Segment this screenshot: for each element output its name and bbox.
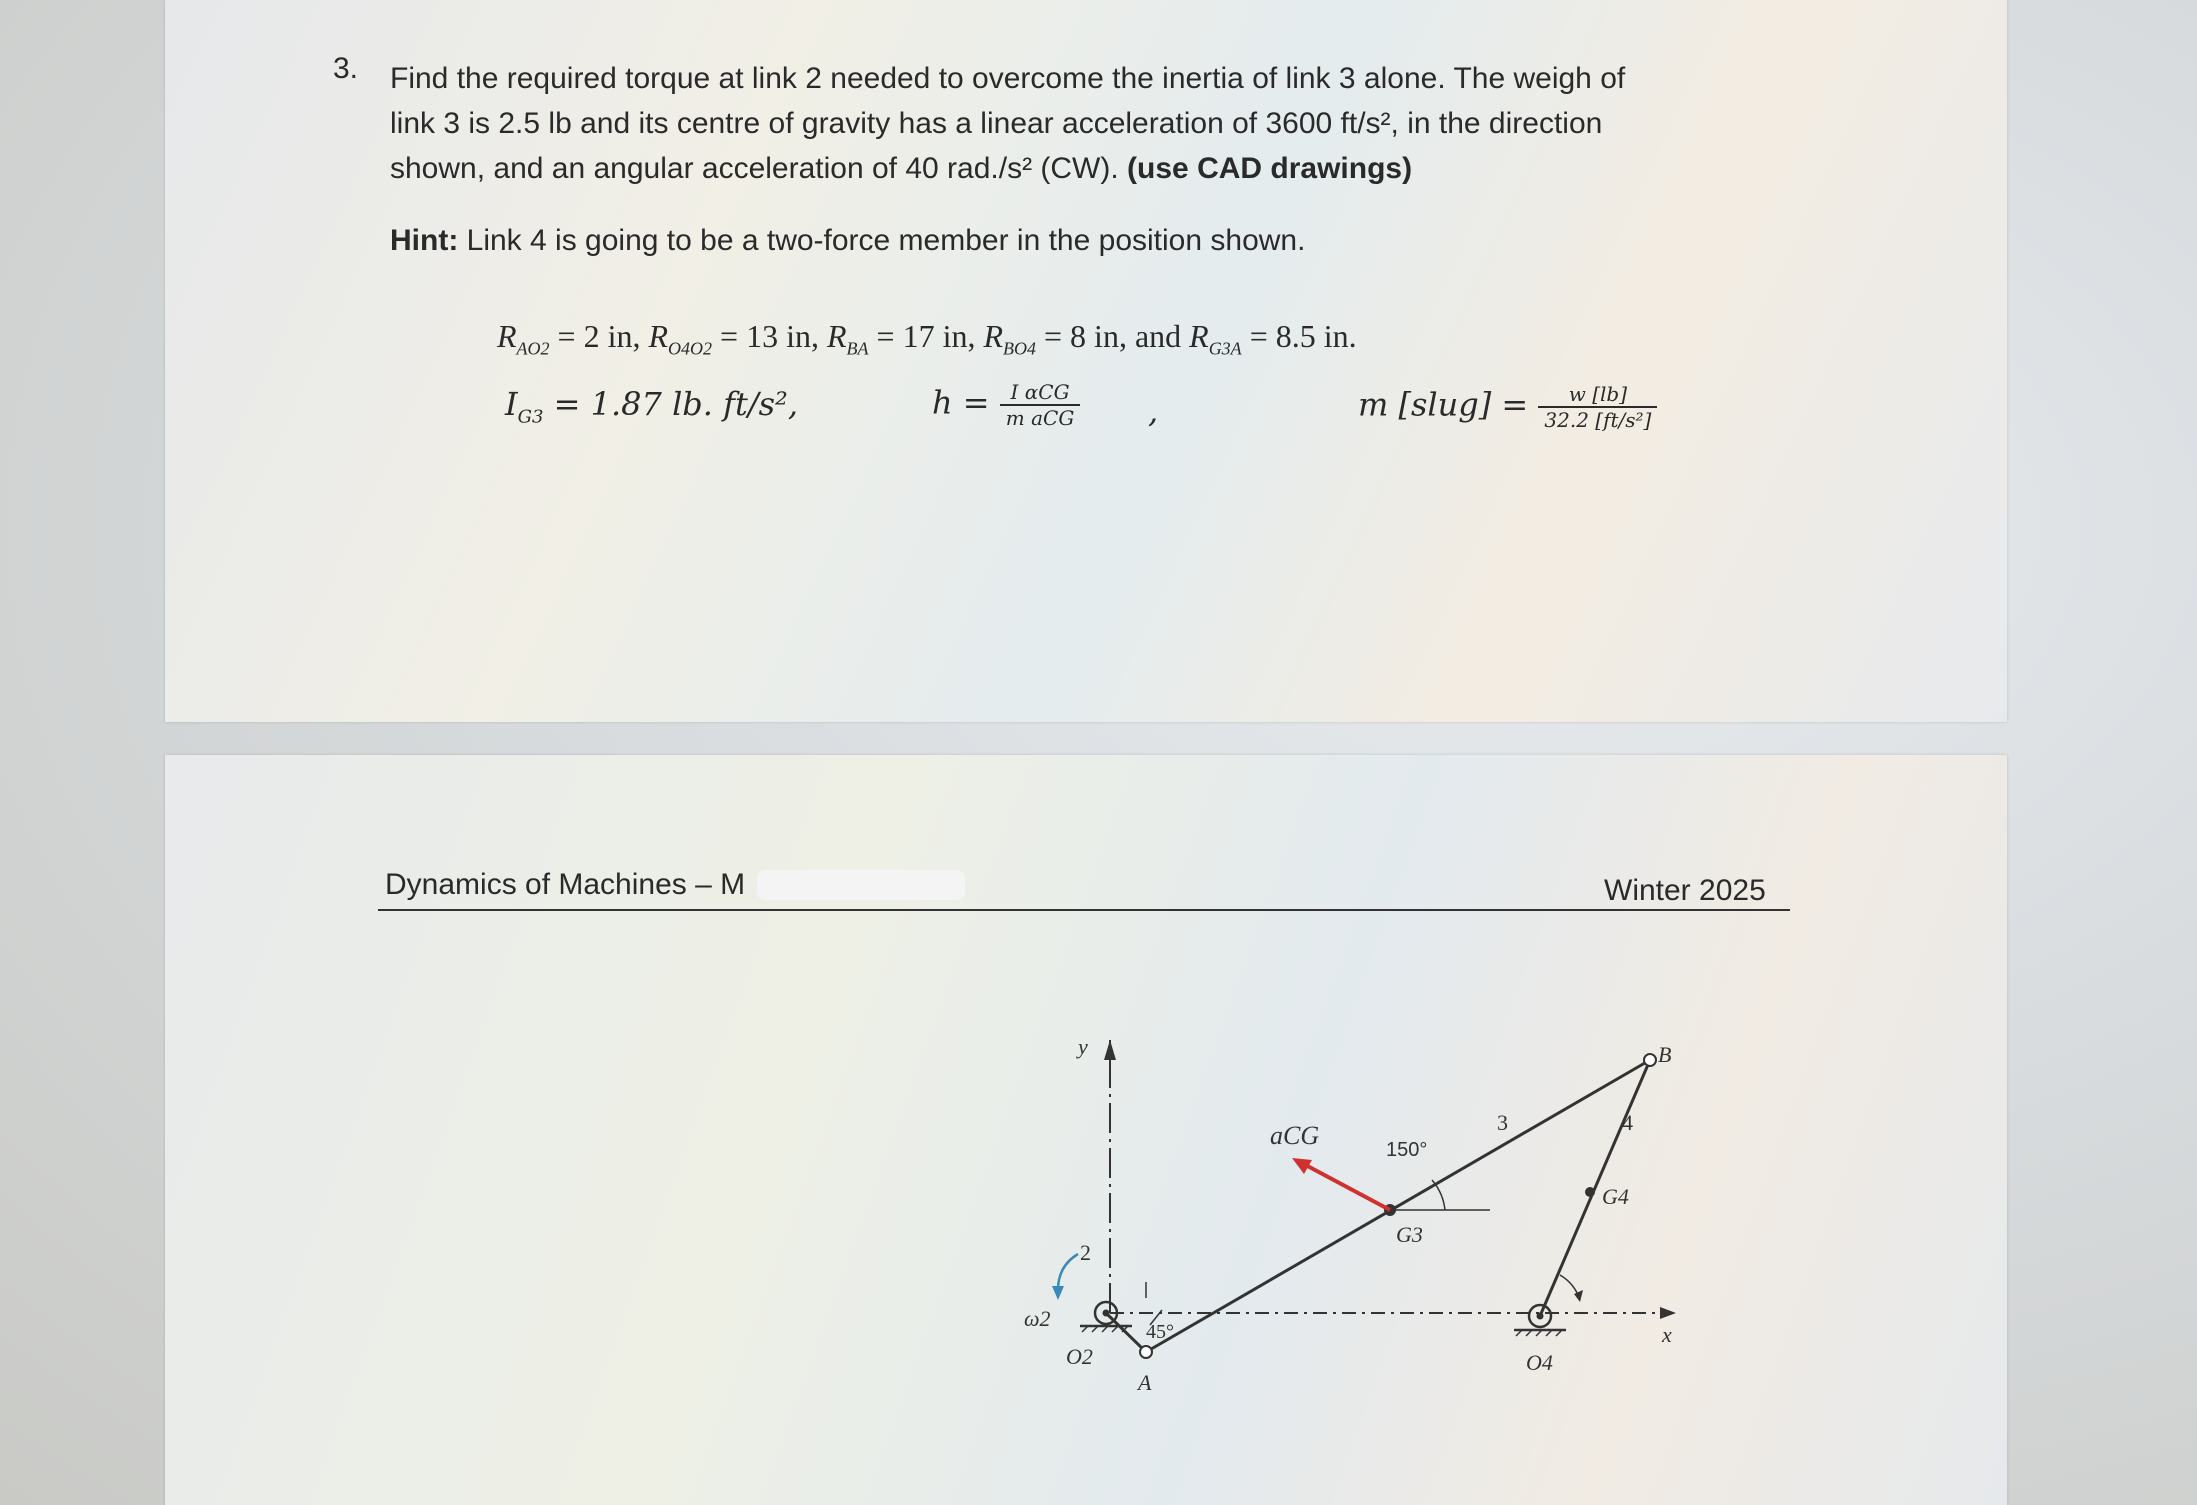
given-r-g3a: = 8.5 in. (1249, 318, 1357, 354)
hint (390, 224, 1305, 258)
acceleration-arrow-acg (1292, 1158, 1390, 1210)
label-link-3: 3 (1497, 1110, 1508, 1135)
label-angle-45: 45° (1146, 1321, 1174, 1343)
label-g4: G4 (1602, 1184, 1629, 1209)
problem-line-3-text: shown, and an angular acceleration of 40 rad./s² (CW). (390, 152, 1128, 185)
y-axis (1104, 1040, 1116, 1313)
course-title: Dynamics of Machines – M (385, 868, 746, 901)
formula-mass-denominator: 32.2 [ft/s²] (1544, 408, 1652, 432)
formula-mass-lhs: m [slug] = (1358, 385, 1529, 424)
problem-statement (390, 56, 1790, 191)
ground-o4 (1514, 1305, 1566, 1336)
term-label: Winter 2025 (1604, 874, 1766, 907)
redaction-mark (757, 870, 965, 900)
label-a: A (1138, 1370, 1152, 1395)
x-axis-label: x (1662, 1322, 1672, 1347)
formula-mass-numerator: w [lb] (1538, 382, 1657, 408)
link-2 (1106, 1313, 1146, 1352)
hint-text: Link 4 is going to be a two-force member in the position shown. (458, 224, 1306, 257)
link-3 (1146, 1060, 1650, 1352)
problem-line-2: link 3 is 2.5 lb and its centre of gravity has a linear acceleration of 3600 ft/s², in the direction (390, 107, 1603, 140)
label-g3: G3 (1396, 1222, 1423, 1247)
label-o2: O2 (1066, 1344, 1093, 1369)
hint-label: Hint: (390, 224, 459, 257)
label-b: B (1658, 1042, 1672, 1067)
formula-mass-fraction (1538, 382, 1657, 432)
header-rule (378, 909, 1790, 911)
angle-arrowhead-o4 (1574, 1290, 1583, 1302)
formula-h: h = $\frac{\text{I αCG}}{\text{m aCG}}$ (932, 380, 1080, 430)
label-angle-150: 150° (1386, 1139, 1428, 1161)
label-acg: aCG (1270, 1121, 1320, 1150)
formula-h-fraction (1000, 380, 1081, 430)
given-dimensions: $R_{AO2} = 2$ in, $R_{O4O2} = 13$ in, $R_{BA} = 17$ in, $R_{BO4} = 8$ in, and $R_{G3A} = 8.5$ in. (497, 318, 1357, 359)
formula-ig3-value: = 1.87 lb. ft/s², (553, 385, 799, 423)
x-axis (1110, 1307, 1676, 1319)
formula-ig3: $I_{G3} = 1.87$ lb. ft/s², (505, 385, 799, 428)
label-omega2: ω2 (1024, 1306, 1051, 1331)
link-4 (1540, 1060, 1650, 1316)
formula-h-numerator: I αCG (1000, 380, 1081, 406)
omega2-arrow (1052, 1254, 1078, 1300)
ground-o2 (1080, 1302, 1132, 1332)
formula-mass (1358, 382, 1657, 432)
given-r-o4o2: = 13 in, (720, 318, 827, 354)
formula-h-denominator: m aCG (1005, 406, 1075, 430)
four-bar-mechanism-diagram (1000, 1020, 1720, 1420)
pin-b (1644, 1054, 1656, 1066)
given-r-ao2: = 2 in, (557, 318, 649, 354)
label-o4: O4 (1526, 1350, 1553, 1375)
problem-number: 3. (333, 52, 359, 85)
center-of-gravity-g4 (1585, 1187, 1595, 1197)
given-r-bo4: = 8 in, and (1044, 318, 1190, 354)
formula-separator: , (1148, 392, 1159, 430)
label-link-2: 2 (1080, 1240, 1091, 1265)
problem-line-3 (390, 146, 1790, 191)
label-link-4: 4 (1622, 1110, 1633, 1135)
given-r-ba: = 17 in, (876, 318, 984, 354)
pin-a (1140, 1346, 1152, 1358)
y-axis-label: y (1078, 1034, 1088, 1059)
problem-line-1: Find the required torque at link 2 needed to overcome the inertia of link 3 alone. The weigh of (390, 62, 1626, 95)
problem-line-3-bold: (use CAD drawings) (1127, 152, 1413, 185)
